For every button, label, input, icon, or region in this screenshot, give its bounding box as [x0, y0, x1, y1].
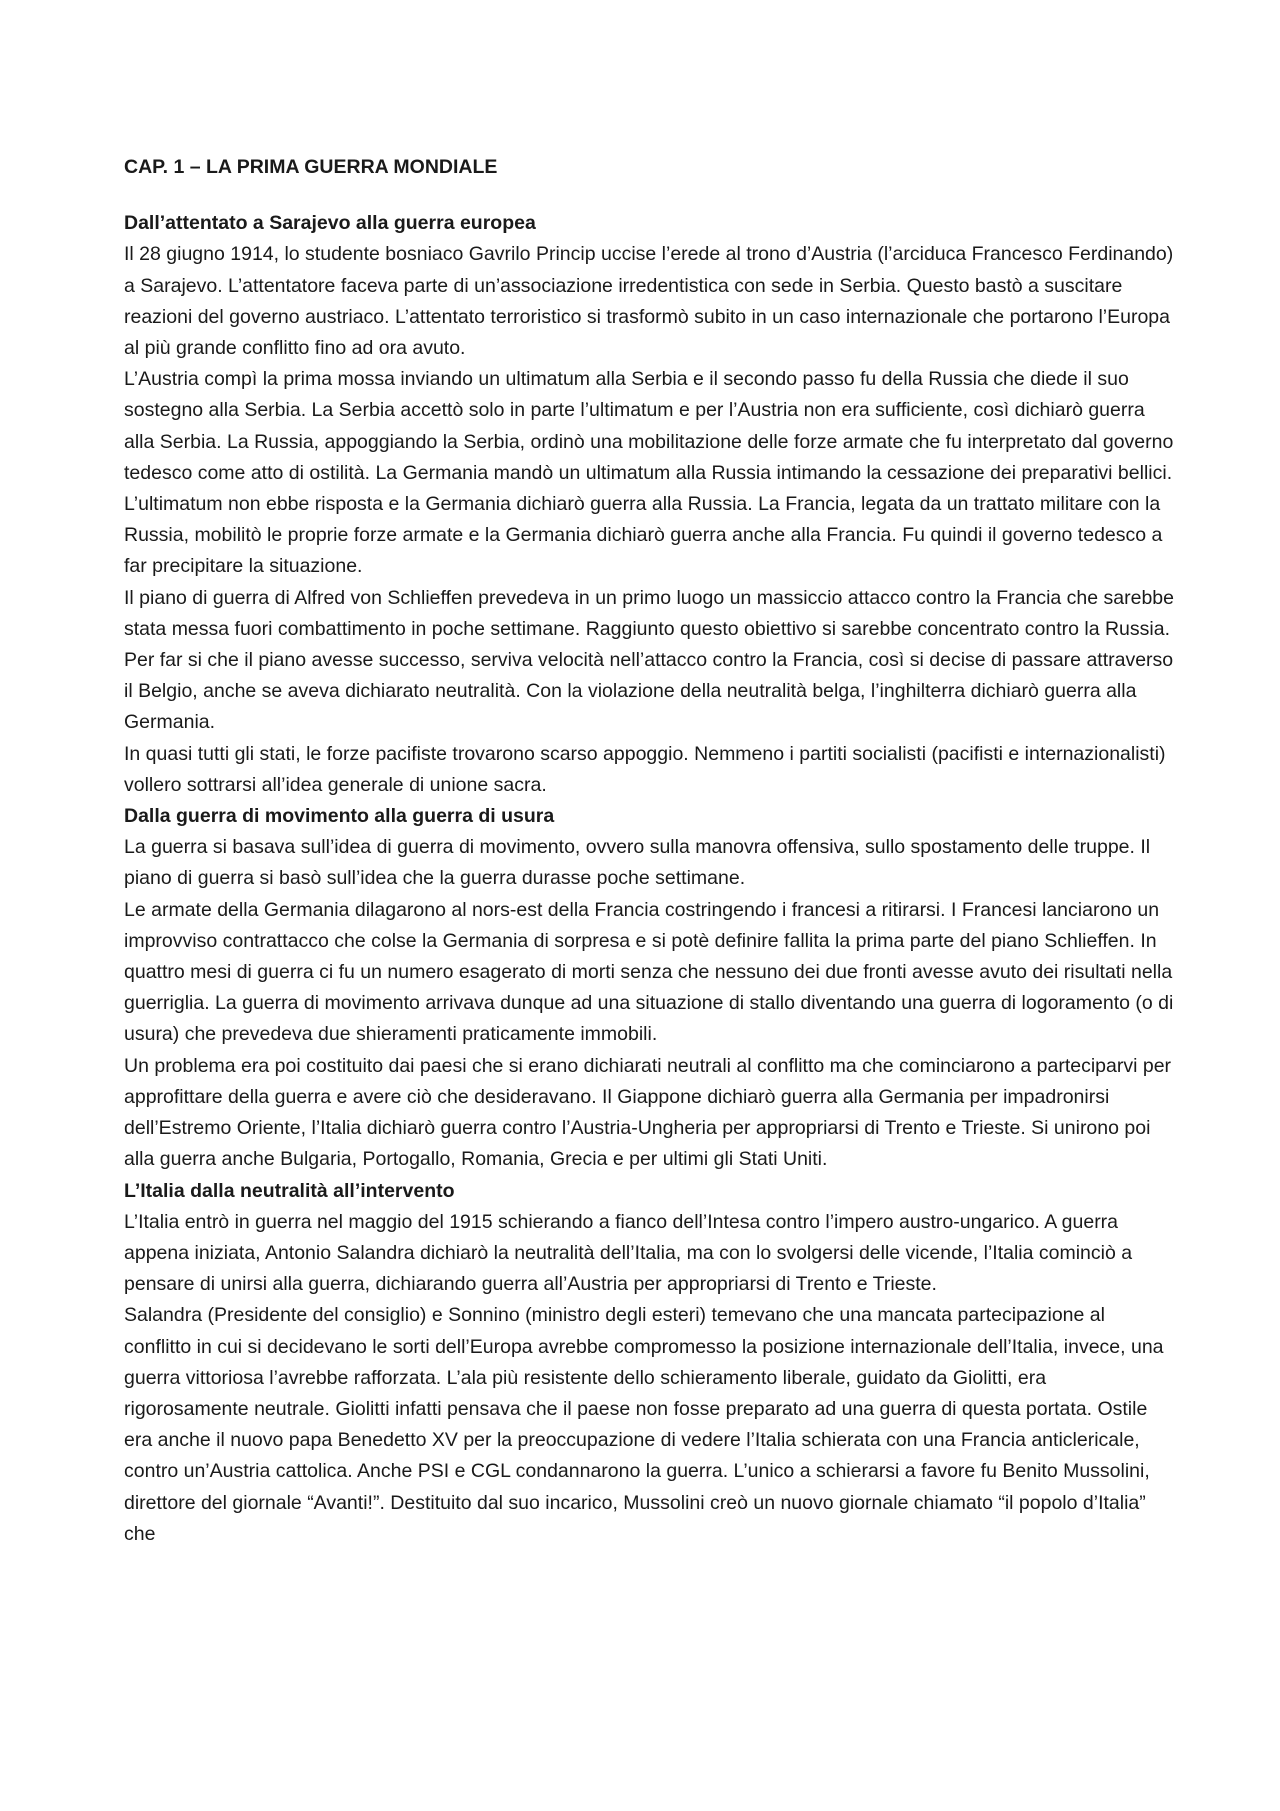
paragraph: Il 28 giugno 1914, lo studente bosniaco Gavrilo Princip uccise l’erede al trono d’Austria (l’arciduca Francesco Ferdinando) a Sarajevo. L’attentatore faceva parte di un’associazione irredentistica con sede in Serbia. Questo bastò a suscitare reazioni del governo austriaco. L’attentato terroristico si trasformò subito in un caso internazionale che portarono l’Europa al più grande conflitto fino ad ora avuto. — [124, 243, 1174, 360]
paragraph: L’Italia entrò in guerra nel maggio del 1915 schierando a fianco dell’Intesa contro l’impero austro-ungarico. A guerra appena iniziata, Antonio Salandra dichiarò la neutralità dell’Italia, ma con lo svolgersi delle vicende, l’Italia cominciò a pensare di unirsi alla guerra, dichiarando guerra all’Austria per appropriarsi di Trento e Trieste. — [124, 1210, 1133, 1296]
section-heading: Dalla guerra di movimento alla guerra di usura — [124, 805, 555, 828]
paragraph: Un problema era poi costituito dai paesi che si erano dichiarati neutrali al conflitto ma che cominciarono a parteciparvi per approfittare della guerra e avere ciò che desideravano. Il Giappone dichiarò guerra alla Germania per impadronirsi dell’Estremo Oriente, l’Italia dichiarò guerra contro l’Austria-Ungheria per appropriarsi di Trento e Trieste. Si unirono poi alla guerra anche Bulgaria, Portogallo, Romania, Grecia e per ultimi gli Stati Uniti. — [124, 1054, 1172, 1171]
paragraph: Le armate della Germania dilagarono al nors-est della Francia costringendo i francesi a ritirarsi. I Francesi lanciarono un improvviso contrattacco che colse la Germania di sorpresa e si potè definire fallita la prima parte del piano Schlieffen. In quattro mesi di guerra ci fu un numero esagerato di morti senza che nessuno dei due fronti avesse avuto dei risultati nella guerriglia. La guerra di movimento arrivava dunque ad una situazione di stallo diventando una guerra di logoramento (o di usura) che prevedeva due shieramenti praticamente immobili. — [124, 898, 1174, 1046]
paragraph: In quasi tutti gli stati, le forze pacifiste trovarono scarso appoggio. Nemmeno i partiti socialisti (pacifisti e internazionalisti) vollero sottrarsi all’idea generale di unione sacra. — [124, 742, 1166, 796]
section-sarajevo — [124, 208, 1174, 801]
paragraph: L’Austria compì la prima mossa inviando un ultimatum alla Serbia e il secondo passo fu della Russia che diede il suo sostegno alla Serbia. La Serbia accettò solo in parte l’ultimatum e per l’Austria non era sufficiente, così dichiarò guerra alla Serbia. La Russia, appoggiando la Serbia, ordinò una mobilitazione delle forze armate che fu interpretato dal governo tedesco come atto di ostilità. La Germania mandò un ultimatum alla Russia intimando la cessazione dei preparativi bellici. L’ultimatum non ebbe risposta e la Germania dichiarò guerra alla Russia. La Francia, legata da un trattato militare con la Russia, mobilitò le proprie forze armate e la Germania dichiarò guerra anche alla Francia. Fu quindi il governo tedesco a far precipitare la situazione. — [124, 368, 1174, 578]
paragraph: Salandra (Presidente del consiglio) e Sonnino (ministro degli esteri) temevano che una mancata partecipazione al conflitto in cui si decidevano le sorti dell’Europa avrebbe compromesso la posizione internazionale dell’Italia, invece, una guerra vittoriosa l’avrebbe rafforzata. L’ala più resistente dello schieramento liberale, guidato da Giolitti, era rigorosamente neutrale. Giolitti infatti pensava che il paese non fosse preparato ad una guerra di questa portata. Ostile era anche il nuovo papa Benedetto XV per la preoccupazione di vedere l’Italia schierata con una Francia anticlericale, contro un’Austria cattolica. Anche PSI e CGL condannarono la guerra. L’unico a schierarsi a favore fu Benito Mussolini, direttore del giornale “Avanti!”. Destituito dal suo incarico, Mussolini creò un nuovo giornale chiamato “il popolo d’Italia” che — [124, 1304, 1164, 1545]
document-page — [124, 152, 1174, 1550]
chapter-title: CAP. 1 – LA PRIMA GUERRA MONDIALE — [124, 156, 498, 178]
section-guerra-di-usura — [124, 801, 1174, 1175]
section-heading: L’Italia dalla neutralità all’intervento — [124, 1179, 455, 1202]
section-heading: Dall’attentato a Sarajevo alla guerra europea — [124, 212, 536, 235]
paragraph: La guerra si basava sull’idea di guerra di movimento, ovvero sulla manovra offensiva, sullo spostamento delle truppe. Il piano di guerra si basò sull’idea che la guerra durasse poche settimane. — [124, 836, 1151, 890]
section-italia-intervento — [124, 1176, 1174, 1550]
paragraph: Il piano di guerra di Alfred von Schlieffen prevedeva in un primo luogo un massiccio attacco contro la Francia che sarebbe stata messa fuori combattimento in poche settimane. Raggiunto questo obiettivo si sarebbe concentrato contro la Russia. Per far si che il piano avesse successo, serviva velocità nell’attacco contro la Francia, così si decise di passare attraverso il Belgio, anche se aveva dichiarato neutralità. Con la violazione della neutralità belga, l’inghilterra dichiarò guerra alla Germania. — [124, 586, 1174, 734]
